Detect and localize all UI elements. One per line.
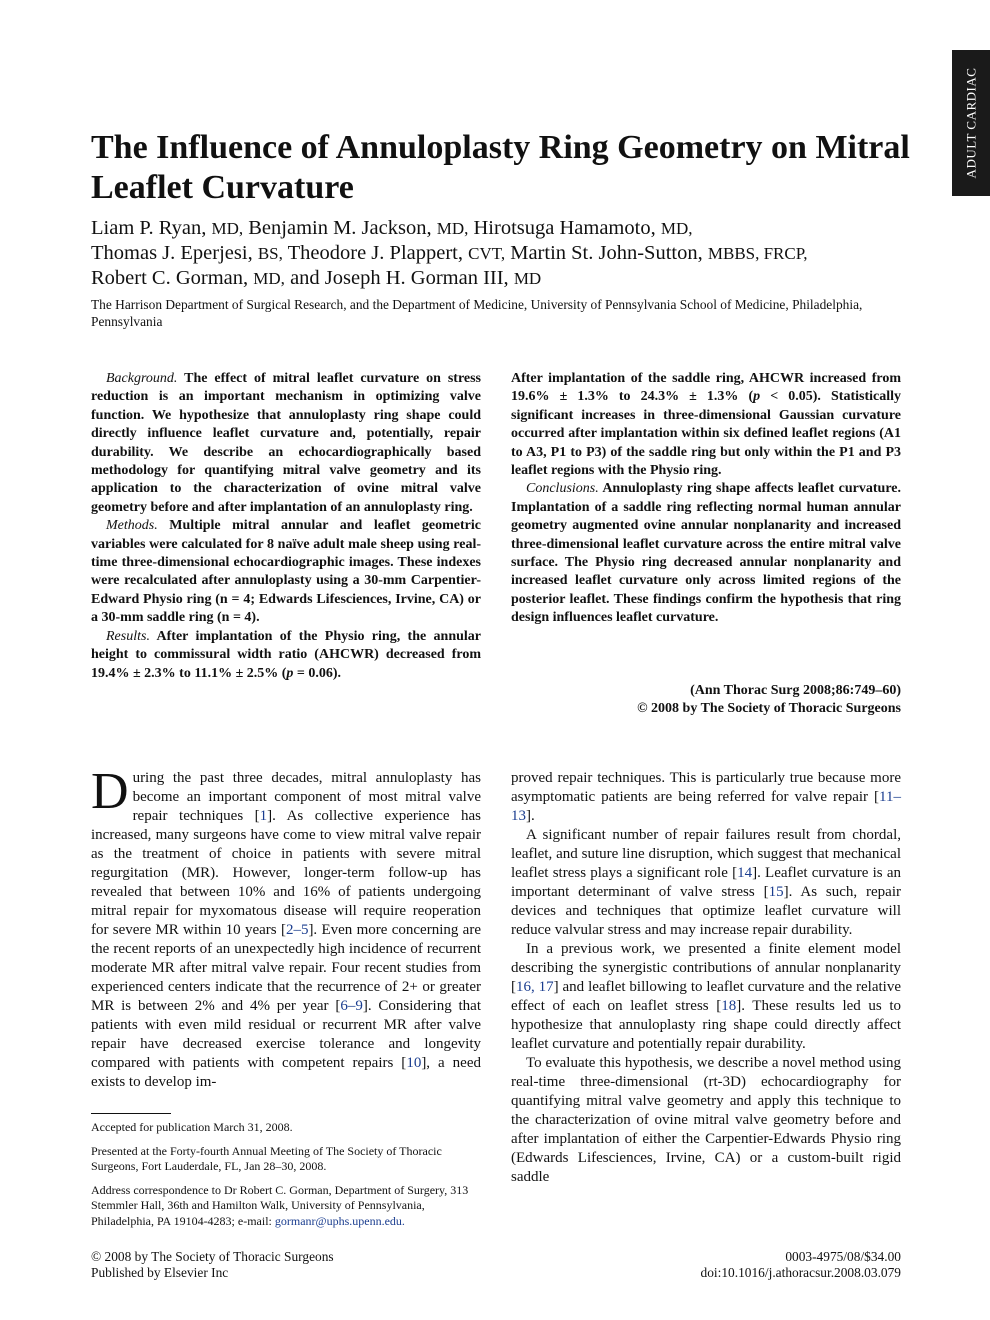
footer-publisher: Published by Elsevier Inc xyxy=(91,1265,229,1280)
author-name: Robert C. Gorman, xyxy=(91,267,249,289)
abstract-right-column xyxy=(511,370,901,628)
body-text: uring the past three decades, mitral annuloplasty has become an important component of most mitral valve repair techniques [ xyxy=(132,770,481,824)
author-name: and Joseph H. Gorman III, xyxy=(290,267,509,289)
abstract-label: Background. xyxy=(106,371,178,386)
abstract-text: = 0.06). xyxy=(293,665,342,681)
body-text: ]. Considering that patients with even mild residual or recurrent MR after valve repair have decreased exercise tolerance and longevity compared with patients with competent repairs [ xyxy=(91,998,481,1071)
body-text: ]. Even more concerning are the recent reports of an unexpectedly high incidence of recurrent moderate MR after mitral valve repair. Four recent studies from experienced centers indicate that the recurrence of 2+ or greater MR is between 2% and 4% per year [ xyxy=(91,922,481,1014)
body-text: A significant number of repair failures result from chordal, leaflet, and suture line disruption, which suggest that mechanical leaflet stress plays a significant role [ xyxy=(511,827,901,881)
drop-cap: D xyxy=(91,763,129,820)
body-text: ]. Leaflet curvature is an important determinant of valve stress [ xyxy=(511,865,901,900)
citation-copyright: © 2008 by The Society of Thoracic Surgeons xyxy=(637,701,901,717)
footnote-presented: Presented at the Forty-fourth Annual Meeting of The Society of Thoracic Surgeons, Fort Lauderdale, FL, Jan 28–30, 2008. xyxy=(91,1143,442,1173)
author-list xyxy=(91,216,911,291)
abstract-text: The effect of mitral leaflet curvature on stress reduction is an important mechanism in optimizing valve function. We hypothesize that annuloplasty ring shape could directly influence leaflet curvature and, potentially, repair durability. We describe an echocardiographically based methodology for quantifying mitral valve geometry and its application to the characterization of ovine mitral valve geometry before and after implantation of an annuloplasty ring. xyxy=(91,371,482,515)
abstract-text: < 0.05). Statistically significant increases in three-dimensional Gaussian curvature occurred after implantation within six defined leaflet regions (A1 to A3, P1 to P3) of the saddle ring but only within the P1 and P3 leaflet regions with the Physio ring. xyxy=(511,389,901,479)
reference-link[interactable]: 1 xyxy=(259,808,268,824)
body-text: In a previous work, we presented a finite element model describing the synergistic contributions of annular nonplanarity [ xyxy=(511,941,901,995)
footnote-correspondence xyxy=(91,1183,481,1230)
abstract-label: Methods. xyxy=(106,518,158,534)
section-tab-label: ADULT CARDIAC xyxy=(963,67,978,179)
reference-link[interactable]: 2–5 xyxy=(285,922,309,938)
reference-link[interactable]: 6–9 xyxy=(340,998,363,1014)
author-degree: MD, xyxy=(660,219,693,238)
body-text: proved repair techniques. This is particularly true because more asymptomatic patients are being referred for valve repair [ xyxy=(511,770,901,805)
author-name: Liam P. Ryan, xyxy=(91,217,207,239)
author-degree: MD, xyxy=(253,269,285,288)
abstract-background xyxy=(91,370,481,517)
correspondence-address: Address correspondence to Dr Robert C. Gorman, Department of Surgery, 313 Stemmler Hall, 36th and Hamilton Walk, University of Pennsylvania, Philadelphia, PA 19104-4283; e-mail: xyxy=(91,1182,469,1228)
author-line xyxy=(91,241,911,266)
email-link[interactable]: gormanr@uphs.upenn.edu. xyxy=(274,1213,405,1228)
reference-link[interactable]: 18 xyxy=(721,998,737,1014)
footnote-accepted: Accepted for publication March 31, 2008. xyxy=(91,1120,293,1134)
body-text: ], a need exists to develop im- xyxy=(91,1055,481,1090)
abstract-text: After implantation of the saddle ring, AHCWR increased from 19.6% ± 1.3% to 24.3% ± 1.3% ( xyxy=(511,371,901,405)
abstract-methods xyxy=(91,517,481,627)
body-text: ]. These results led us to hypothesize that annuloplasty ring shape could directly affect leaflet curvature and potentially repair durability. xyxy=(511,998,901,1052)
author-degree: BS, xyxy=(257,244,283,263)
abstract-left-column xyxy=(91,370,481,683)
author-name: Theodore J. Plappert, xyxy=(287,242,463,264)
footer-copyright: © 2008 by The Society of Thoracic Surgeons xyxy=(91,1249,334,1264)
body-paragraph xyxy=(511,940,901,1054)
footer-right xyxy=(511,1249,901,1281)
abstract-label: Conclusions. xyxy=(526,481,599,497)
abstract-label: Results. xyxy=(106,628,150,644)
body-paragraph xyxy=(91,763,481,1092)
p-value-symbol: p xyxy=(286,665,294,681)
footer-issn: 0003-4975/08/$34.00 xyxy=(785,1249,901,1264)
abstract-text: Annuloplasty ring shape affects leaflet curvature. Implantation of a saddle ring reflecting normal human annular geometry augmented ovine annular nonplanarity and increased three-dimensional leaflet curvature across the entire mitral valve surface. The Physio ring decreased annular nonplanarity and increased leaflet curvature only across limited regions of the posterior leaflet. These findings confirm the hypothesis that ring design influences leaflet curvature. xyxy=(511,481,902,626)
abstract-results xyxy=(91,628,481,683)
reference-link[interactable]: 10 xyxy=(406,1055,422,1071)
reference-link[interactable]: 14 xyxy=(737,865,753,881)
author-degree: MBBS, FRCP, xyxy=(707,244,808,263)
footnote-divider xyxy=(91,1113,171,1114)
body-paragraph xyxy=(511,1054,901,1187)
body-text: ]. As collective experience has increased, many surgeons have come to view mitral valve repair as the treatment of choice in patients with severe mitral regurgitation (MR). However, longer-term follow-up has revealed that between 10% and 16% of patients undergoing mitral repair for myxomatous disease will require reoperation for severe MR within 10 years [ xyxy=(91,808,481,938)
author-line xyxy=(91,266,911,291)
author-name: Hirotsuga Hamamoto, xyxy=(473,217,656,239)
author-degree: MD, xyxy=(211,219,244,238)
author-degree: CVT, xyxy=(468,244,506,263)
author-name: Martin St. John-Sutton, xyxy=(510,242,703,264)
abstract-conclusions xyxy=(511,480,901,627)
abstract-results-continued xyxy=(511,370,901,480)
citation-reference: (Ann Thorac Surg 2008;86:749–60) xyxy=(690,683,901,698)
body-text: ]. As such, repair devices and techniques that optimize leaflet curvature will reduce valvular stress and may increase repair durability. xyxy=(511,884,901,938)
footer-left xyxy=(91,1249,491,1281)
body-text: ]. xyxy=(526,808,535,824)
body-paragraph xyxy=(511,826,901,940)
abstract-text: Multiple mitral annular and leaflet geometric variables were calculated for 8 naïve adult male sheep using real-time three-dimensional echocardiographic images. These indexes were recalculated after annuloplasty using a 30-mm Carpentier-Edward Physio ring (n = 4; Edwards Lifesciences, Irvine, CA) or a 30-mm saddle ring (n = 4). xyxy=(91,518,482,626)
body-paragraph xyxy=(511,769,901,826)
reference-link[interactable]: 11–13 xyxy=(511,789,901,824)
author-name: Thomas J. Eperjesi, xyxy=(91,242,253,264)
footnotes xyxy=(91,1120,481,1237)
reference-link[interactable]: 15 xyxy=(768,884,784,900)
body-left-column xyxy=(91,763,481,1092)
article-title: The Influence of Annuloplasty Ring Geometry on Mitral Leaflet Curvature xyxy=(91,129,910,206)
author-line xyxy=(91,216,911,241)
p-value-symbol: p xyxy=(753,389,761,405)
body-text: ] and leaflet billowing to leaflet curvature and the relative effect of each on leaflet stress [ xyxy=(511,979,901,1014)
author-degree: MD, xyxy=(436,219,469,238)
abstract-text: After implantation of the Physio ring, the annular height to commissural width ratio (AHCWR) decreased from 19.4% ± 2.3% to 11.1% ± 2.5% ( xyxy=(91,628,481,681)
footer-doi: doi:10.1016/j.athoracsur.2008.03.079 xyxy=(700,1265,901,1280)
author-degree: MD xyxy=(513,269,542,288)
reference-link[interactable]: 16, 17 xyxy=(516,979,554,995)
affiliation: The Harrison Department of Surgical Research, and the Department of Medicine, University of Pennsylvania School of Medicine, Philadelphia, Pennsylvania xyxy=(91,297,863,329)
body-right-column xyxy=(511,769,901,1187)
author-name: Benjamin M. Jackson, xyxy=(248,217,432,239)
section-tab xyxy=(952,50,990,196)
body-text: To evaluate this hypothesis, we describe a novel method using real-time three-dimensional (rt-3D) echocardiography for quantifying mitral valve geometry and apply this technique to the characterization of ovine mitral valve geometry before and after implantation of either the Carpentier-Edwards Physio ring (Edwards Lifesciences, Irvine, CA) or a custom-built rigid saddle xyxy=(511,1055,901,1185)
journal-citation xyxy=(511,682,901,719)
